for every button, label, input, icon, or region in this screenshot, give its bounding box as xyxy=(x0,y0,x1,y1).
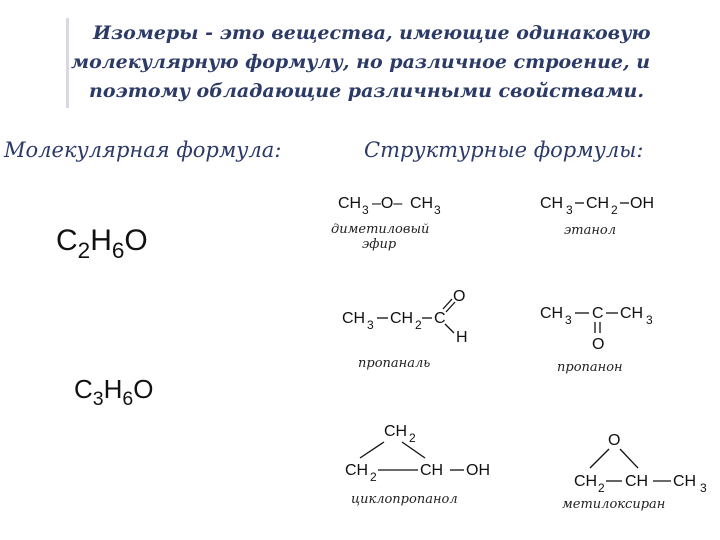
ring-oxygen: O xyxy=(608,432,621,449)
molecular-formula-header: Молекулярная формула: xyxy=(4,138,282,162)
propanal-structure xyxy=(342,288,468,371)
cyclopropanol-caption: циклопропанол xyxy=(351,492,458,507)
subscript: 2 xyxy=(409,431,416,445)
methyl-group: CH xyxy=(338,195,362,212)
methylene-group: CH xyxy=(586,195,610,212)
structural-formulas-header: Структурные формулы: xyxy=(364,138,644,162)
dimethyl-ether-caption-1: диметиловый xyxy=(331,222,430,237)
propanone-structure xyxy=(540,305,653,375)
methyl-group: CH xyxy=(673,473,697,490)
methylene-group: CH xyxy=(574,473,598,490)
definition-line-1: Изомеры - это вещества, имеющие одинаковую xyxy=(93,22,651,44)
ring-bond xyxy=(360,442,384,458)
methylene-group: CH xyxy=(384,423,408,440)
methyloxirane-caption: метилоксиран xyxy=(562,497,666,512)
methyl-group: CH xyxy=(540,195,564,212)
methyloxirane-structure xyxy=(562,432,707,512)
hydrogen-count: 6 xyxy=(122,387,134,410)
carbonyl-oxygen: O xyxy=(592,336,605,353)
carbonyl-carbon: C xyxy=(434,310,446,327)
carbonyl-oxygen: O xyxy=(453,288,466,305)
subscript: 3 xyxy=(367,318,374,332)
methyl-group: CH xyxy=(342,310,366,327)
propanal-caption: пропаналь xyxy=(358,356,431,371)
ring-bond xyxy=(620,449,638,468)
subscript: 3 xyxy=(700,481,707,495)
subscript: 3 xyxy=(434,203,441,217)
carbon-count: 3 xyxy=(92,387,104,410)
methyl-group: CH xyxy=(620,305,644,322)
carbon-symbol: C xyxy=(74,374,93,404)
dimethyl-ether-caption-2: эфир xyxy=(362,237,397,252)
cyclopropanol-structure xyxy=(345,423,490,507)
hydroxyl-group: OH xyxy=(466,462,490,479)
hydrogen-symbol: H xyxy=(90,224,112,257)
ethanol-structure xyxy=(540,195,654,238)
subscript: 3 xyxy=(566,203,573,217)
bond xyxy=(445,324,454,333)
methine-group: CH xyxy=(420,462,444,479)
methyl-group: CH xyxy=(410,195,434,212)
hydrogen-symbol: H xyxy=(103,374,123,404)
carbon-count: 2 xyxy=(77,237,91,263)
definition-line-2: молекулярную формулу, но различное строение, и xyxy=(71,51,651,73)
subscript: 3 xyxy=(646,313,653,327)
methylene-group: CH xyxy=(345,462,369,479)
aldehyde-hydrogen: H xyxy=(456,329,468,346)
subscript: 3 xyxy=(565,313,572,327)
definition-line-3: поэтому обладающие различными свойствами. xyxy=(89,80,644,102)
propanone-caption: пропанон xyxy=(557,360,623,375)
hydroxyl-group: OH xyxy=(630,195,654,212)
oxygen-symbol: O xyxy=(124,224,148,257)
subscript: 2 xyxy=(611,203,618,217)
subscript: 2 xyxy=(598,481,605,495)
hydrogen-count: 6 xyxy=(111,237,125,263)
ethanol-caption: этанол xyxy=(564,223,617,238)
ring-bond xyxy=(590,449,609,468)
subscript: 2 xyxy=(370,470,377,484)
subscript: 3 xyxy=(362,203,369,217)
dimethyl-ether-structure xyxy=(331,195,441,252)
oxygen-symbol: O xyxy=(133,374,154,404)
carbonyl-carbon: C xyxy=(592,305,604,322)
ether-bridge: –O– xyxy=(372,195,403,212)
methine-group: CH xyxy=(625,473,649,490)
methylene-group: CH xyxy=(390,310,414,327)
carbon-symbol: C xyxy=(56,224,78,257)
subscript: 2 xyxy=(415,318,422,332)
methyl-group: CH xyxy=(540,305,564,322)
